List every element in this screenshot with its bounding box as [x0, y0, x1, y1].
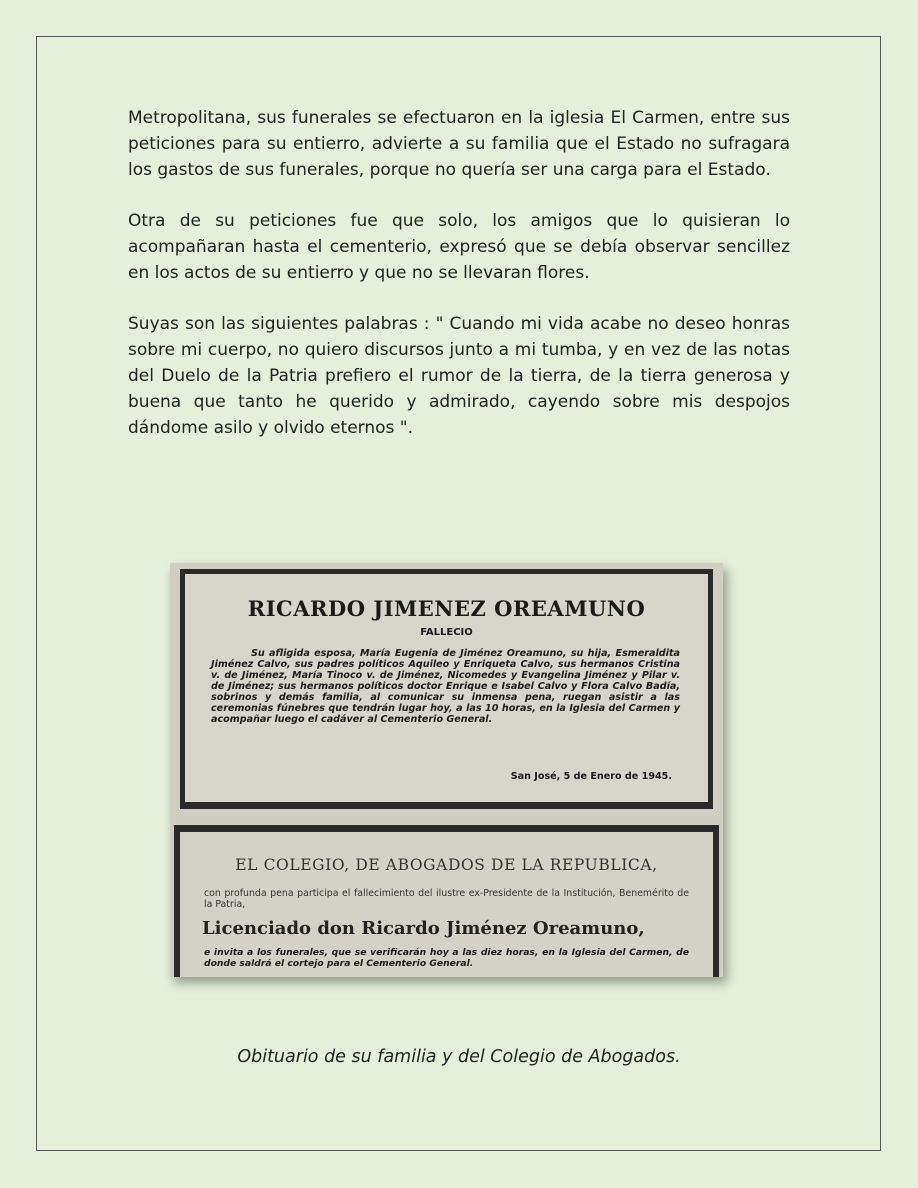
paragraph-quote: Suyas son las siguientes palabras : " Cuando mi vida acabe no deseo honras sobre mi cuerpo, no quiero discursos junto a mi tumba, y en vez de las notas del Duelo de la Patria prefiero el rumor de la tierra, de la tierra generosa y buena que tanto he querido y admirado, cayendo sobre mis despojos dándome asilo y olvido eternos ". — [128, 314, 790, 438]
colegio-obituary-notice — [174, 825, 719, 977]
body-text — [128, 106, 790, 467]
obituary-clipping-image — [170, 563, 723, 977]
paragraph-petitions: Otra de su peticiones fue que solo, los amigos que lo quisieran lo acompañaran hasta el cementerio, expresó que se debía observar sencillez en los actos de su entierro y que no se llevaran flores. — [128, 211, 790, 283]
family-obituary-notice — [180, 569, 713, 809]
family-notice-date: San José, 5 de Enero de 1945. — [510, 771, 672, 782]
colegio-invitation: e invita a los funerales, que se verificarán hoy a las diez horas, en la Iglesia del Carmen, de donde saldrá el cortejo para el Cementerio General. — [204, 947, 689, 969]
image-caption: Obituario de su familia y del Colegio de Abogados. — [237, 1047, 681, 1067]
paragraph-funerals: Metropolitana, sus funerales se efectuaron en la iglesia El Carmen, entre sus peticiones para su entierro, advierte a su familia que el Estado no sufragara los gastos de sus funerales, porque no quería ser una carga para el Estado. — [128, 108, 790, 180]
deceased-name-heading: RICARDO JIMENEZ OREAMUNO — [247, 596, 646, 621]
colegio-deceased-name: Licenciado don Ricardo Jiménez Oreamuno, — [202, 918, 645, 939]
family-notice-body: Su afligida esposa, María Eugenia de Jiménez Oreamuno, su hija, Esmeraldita Jiménez Calvo, sus padres políticos Aquileo y Enriqueta Calvo, sus hermanos Cristina v. de Jiménez, María Tinoco v. de Jiménez, Nicomedes y Evangelina Jiménez y Pilar v. de Jiménez; sus hermanos políticos doctor Enrique e Isabel Calvo y Flora Calvo Badía, sobrinos y demás familia, al comunicar su inmensa pena, ruegan asistir a las ceremonias fúnebres que tendrán lugar hoy, a las 10 horas, en la Iglesia del Carmen y acompañar luego el cadáver al Cementerio General. — [211, 648, 680, 725]
fallecio-label: FALLECIO — [420, 627, 473, 638]
colegio-announcement: con profunda pena participa el fallecimiento del ilustre ex-Presidente de la Institución, Benemérito de la Patria, — [204, 888, 689, 910]
colegio-title: EL COLEGIO, DE ABOGADOS DE LA REPUBLICA, — [235, 856, 658, 874]
